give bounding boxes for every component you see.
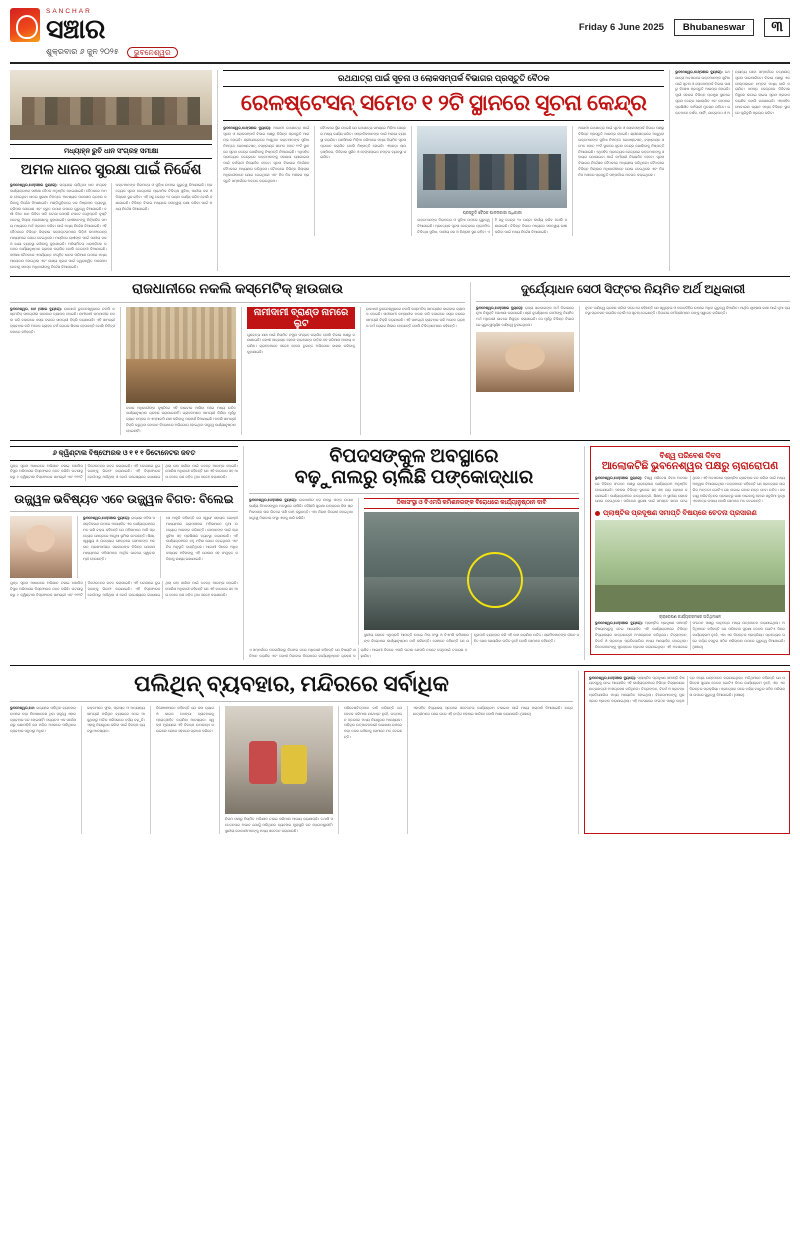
top-left-kicker: ମଧ୍ୟାହ୍ନ ରୁଚି ଧାନ ସଂଗ୍ରହ ସମୀକ୍ଷା — [10, 144, 212, 159]
paper-name: ସଞ୍ଚାର — [46, 13, 106, 44]
top-right-story — [675, 70, 790, 271]
officer-text1 — [476, 306, 574, 329]
polythene-photo-block — [225, 706, 333, 834]
polythene-story — [10, 671, 573, 835]
bottom-env-text: ପ୍ଲାଷ୍ଟିକ ପ୍ରଦୂଷଣ ସମାପ୍ତି ବିଷୟବସ୍ତୁକୁ ନେଇ ଆୟୋଜିତ ଏହି କାର୍ଯ୍ୟକ୍ରମରେ ବିଭିନ୍ନ ବିଦ୍ୟାଳୟର ଛାତ୍ରଛାତ୍ରୀ ଅଂଶଗ୍ରହଣ କରିଥିଲେ। ଚିତ୍ରାଙ୍କନ, ବିତର୍କ ଓ ପ୍ରବନ୍ଧ ପ୍ରତିଯୋଗିତା ମଧ୍ୟ ଆୟୋଜିତ ହୋଇଥିଲା। ବିଜେତାମାନଙ୍କୁ ପୁରସ୍କାର ପ୍ରଦାନ କରାଯାଇଥିଲା। ଏହି ଅବସରରେ ସଂଗଠନ ପକ୍ଷରୁ କାନ୍ଥପତ୍ର ମଧ୍ୟ ଉନ୍ମୋଚନ କରାଯାଇଥିଲା। ଅତିଥିମାନେ କହିଛନ୍ତି ଯେ ପରିବେଶ ସୁରକ୍ଷା କେବଳ ଗୋଟିଏ ଦିନର କାର୍ଯ୍ୟକ୍ରମ ନୁହେଁ, ଏହା ଏକ ନିରନ୍ତର ପ୍ରକ୍ରିୟା। ପ୍ରତ୍ୟେକ ଘରେ ବର୍ଜ୍ୟ ବସ୍ତୁର ସଠିକ ପରିଚାଳନା ଉପରେ ଗୁରୁତ୍ୱ ଦିଆଯାଇଛି। (ସଞ୍ଚାର) — [589, 675, 785, 703]
drain-dateline: ଭୁବନେଶ୍ୱର,୫ା୬(ସଞ୍ଚାର ବ୍ୟୁରୋ): — [249, 498, 297, 503]
woman-portrait-photo — [10, 516, 72, 578]
cosmetic-dateline: ଭୁବନେଶ୍ୱର, ୫ା୬ (ସଞ୍ଚାର ବ୍ୟୁରୋ): — [10, 306, 62, 311]
officer-body-2: ନୂତନ ଦାୟିତ୍ୱ ଗ୍ରହଣ କରିବା ପରେ ସେ କହିଛନ୍ତି ଯେ ସ୍ୱଚ୍ଛତା ଓ ଜବାବଦିହିତା ଉପରେ ଅଧିକ ଗୁରୁତ୍ୱ ଦିଆଯିବ। ଆର୍ଥିକ ଶୃଙ୍ଖଳା ରକ୍ଷା ପାଇଁ ନୂଆ ବ୍ୟବସ୍ଥା ପ୍ରଚଳନ କରାଯିବ ବୋଲି ସେ ସୂଚନା ଦେଇଛନ୍ତି। ବିଭାଗର କର୍ମଚାରୀମାନେ ତାଙ୍କୁ ସ୍ୱାଗତ କରିଛନ୍ତି। — [585, 305, 790, 316]
drain-body-1: ରାଜଧାନୀର ବଡ଼ ନାଳରୁ ପଙ୍କ ଉଠାଣ କାର୍ଯ୍ୟ ବିପଦସଙ୍କୁଳ ଅବସ୍ଥାରେ ଚାଲିଛି। କୌଣସି ସୁରକ୍ଷା ଉପକରଣ ବିନା ଶ୍ରମିକମାନେ ନାଳ ଭିତରେ ପଶି କାମ କରୁଛନ୍ତି। ଏହା ନିୟମ ବିରୋଧୀ ହୋଇଥିବା ସତ୍ତ୍ୱେ ଠିକାଦାର ସଂସ୍ଥା ଏହାକୁ ଜାରି ରଖିଛି। — [249, 498, 354, 520]
cosmetic-body-2: ବଜାର ଅଧିକାରୀଙ୍କ ଦୃଷ୍ଟିରେ ଏହି କାରବାର ଆସିବା ପରେ ମଧ୍ୟ ଉଚିତ କାର୍ଯ୍ୟାନୁଷ୍ଠାନ ଗ୍ରହଣ କରାଯାଇନାହିଁ। ଗ୍ରାହକମାନେ ସାମଗ୍ରୀ କିଣିବା ପୂର୍ବରୁ ବ୍ୟାଚ ନମ୍ବର ଓ ଏମ୍‌ଆରପି ଯାଞ୍ଚ କରିବାକୁ ପରାମର୍ଶ ଦିଆଯାଇଛି। ନକଲି ସାମଗ୍ରୀ ବିକ୍ରି କରୁଥିବା ଦୋକାନ ବିରୋଧରେ ଅଭିଯୋଗ ହୋଇଥିବା ସତ୍ତ୍ୱେ କାର୍ଯ୍ୟାନୁଷ୍ଠାନ ହୋଇନାହିଁ। — [126, 405, 236, 433]
env-body-2 — [595, 621, 785, 650]
top-right-dateline: ଭୁବନେଶ୍ୱର,୫ା୬(ସଞ୍ଚାର ବ୍ୟୁରୋ): — [675, 70, 723, 74]
bottom-env-body — [589, 676, 785, 705]
cosmetic-text1 — [10, 307, 115, 336]
lead-headline: ରେଳଷ୍ଟେସନ୍ ସମେତ ୧ ୨ଟି ସ୍ଥାନରେ ସୂଚନା କେନ୍ଦ୍ର — [240, 90, 647, 115]
environment-box-inner — [590, 446, 790, 656]
polythene-body-1: ରାଜ୍ୟରେ ପଲିଥିନ ବ୍ୟବହାର ଉପରେ କଡ଼ା ନିଷେଧାଦେଶ ଥିବା ସତ୍ତ୍ୱେ ଏହାର ବ୍ୟବହାର ବନ୍ଦ ହୋଇନାହିଁ। ସଦ୍ୟତମ ଏକ ସର୍ବେକ୍ଷଣରୁ ଜଣାପଡ଼ିଛି ଯେ ମନ୍ଦିର ଅଞ୍ଚଳରେ ପଲିଥିନର ବ୍ୟବହାର ସବୁଠାରୁ ଅଧିକ। — [10, 705, 77, 734]
masthead-right — [579, 8, 790, 37]
lead-body-1: ଆଗାମୀ ରଥଯାତ୍ରା ପାଇଁ ସୂଚନା ଓ ଲୋକସମ୍ପର୍କ ବିଭାଗ ପକ୍ଷରୁ ବିଭିନ୍ନ ପ୍ରସ୍ତୁତି ଆରମ୍ଭ ହୋଇଛି। ଶ୍ରୀକ୍ଷେତ୍ରରେ ଆସୁଥିବା ଭକ୍ତମାନଙ୍କ ସୁବିଧା ନିମନ୍ତେ ରେଳଷ୍ଟେସନ୍, ବସ୍‌ଷ୍ଟାଣ୍ଡ ସମେତ ମୋଟ ୧୨ଟି ସ୍ଥାନରେ ସୂଚନା କେନ୍ଦ୍ର ଖୋଲିବାକୁ ନିଷ୍ପତ୍ତି ନିଆଯାଇଛି। ଏଥିସହିତ ପ୍ରତ୍ୟେକ କେନ୍ଦ୍ରରେ ଭକ୍ତମାନଙ୍କୁ ସହାୟତା ଯୋଗାଇବା ପାଇଁ କର୍ମଚାରୀ ନିୟୋଜିତ ହେବେ। ସୂଚନା ବିଭାଗର ନିର୍ଦ୍ଦେଶକ ବୈଠକରେ ଅଧ୍ୟକ୍ଷତା କରିଥିଲେ। ବୈଠକରେ ବିଭିନ୍ନ ଜିଲ୍ଲାର ଅଧିକାରୀମାନେ ଯୋଗ ଦେଇଥିଲେ ଏବଂ ନିଜ ନିଜ ଅଞ୍ଚଳର ପ୍ରସ୍ତୁତି ସମ୍ପର୍କରେ ଅବଗତ କରାଇଥିଲେ। — [223, 126, 310, 183]
top-right-body — [675, 70, 790, 117]
top-left-body-col1 — [10, 183, 107, 270]
polythene-col3: ବିଶେଷଜ୍ଞମାନେ କହିଛନ୍ତି ଯେ କନା ବ୍ୟାଗ ଓ କାଗଜ ଠୋଙ୍ଗା ବ୍ୟବହାରକୁ ପ୍ରୋତ୍ସାହିତ କରାଯିବା ଆବଶ୍ୟକ। ସ୍ୱଳ୍ପ ମୂଲ୍ୟରେ ଏହି ବିକଳ୍ପ ଉପଲବ୍ଧ କରାଇଲେ ଲୋକେ ସହଜରେ ଗ୍ରହଣ କରିବେ। — [156, 705, 214, 734]
polythene-body-4: ନିଗମ ପକ୍ଷରୁ ନିୟମିତ ଅଭିଯାନ ଚଳାଇ ଜରିମାନା ଆଦାୟ କରାଯାଉଛି। ତଥାପି ସଚେତନତାର ଅଭାବ ଯୋଗୁଁ ପଲିଥିନର ବ୍ୟବହାର ପୁରାପୁରି ବନ୍ଦ ହୋଇପାରୁନାହିଁ। ସ୍ଥାନୀୟ ଦୋକାନୀମାନଙ୍କୁ ମଧ୍ୟ ସଚେତନ କରାଯାଉଛି। — [225, 816, 333, 833]
cosmetic-col1 — [10, 307, 115, 435]
env-dateline: ଭୁବନେଶ୍ୱର,୫ା୬(ସଞ୍ଚାର ବ୍ୟୁରୋ): — [595, 476, 643, 481]
explosive-body: ଗୁପ୍ତ ସୂଚନା ଆଧାରରେ ଅଭିଯାନ ଚଳାଇ ପୋଲିସ ବିପୁଳ ପରିମାଣର ବିସ୍ଫୋରକ ଜବତ କରିଛି। ଘଟଣାସ୍ଥଳରୁ ୬ କ୍ୱିଣ୍ଟାଲ ବିସ୍ଫୋରକ ସାମଗ୍ରୀ ଏବଂ ୧୧୧ଟି ଡିଟୋନେଟର ଜବତ କରାଯାଇଛି। ଏହି ଘଟଣାରେ ଦୁଇ ଜଣଙ୍କୁ ଗିରଫ କରାଯାଇଛି। ଏହି ବିସ୍ଫୋରକ କେଉଁଠାରୁ ଆସିଥିଲା ଓ କେଉଁ ଉଦ୍ଦେଶ୍ୟରେ ରଖାଯାଇଥିଲା ତାହା ଜାଣିବା ପାଇଁ ତଦନ୍ତ ଆରମ୍ଭ ହୋଇଛି। ପୋଲିସ ଅଧିକାରୀ କହିଛନ୍ତି ଯେ ଏହି କାରବାର ସହ ଆଉ କେତେ ଜଣ ଜଡ଼ିତ ଥିବା ସନ୍ଦେହ କରାଯାଉଛି। — [10, 463, 238, 480]
cosmetic-story — [10, 282, 465, 435]
drain-col1 — [249, 498, 353, 645]
env-sub-bullet: ପ୍ଲାଷ୍ଟିକ ପ୍ରଦୂଷଣ ସମାପ୍ତି ବିଷୟରେ ଚେତନା ପ୍ରସାରଣ — [603, 509, 757, 518]
plantation-photo — [595, 520, 785, 612]
lower-section — [10, 446, 790, 660]
top-section — [10, 70, 790, 271]
women-body-2: ସେ ଆହୁରି କହିଛନ୍ତି ଯେ ସ୍ୱୟଂ ସହାୟକ ଗୋଷ୍ଠୀ ମାଧ୍ୟମରେ ଗ୍ରାମାଞ୍ଚଳର ମହିଳାମାନେ ନୂଆ ଉଦ୍ୟୋଗ ଆରମ୍ଭ କରିଛନ୍ତି। ସେମାନଙ୍କ ପାଇଁ ଋଣ ସୁବିଧା ସହ ପ୍ରଶିକ୍ଷଣ ବ୍ୟବସ୍ଥା କରାଯାଉଛି। ଏହି କାର୍ଯ୍ୟକ୍ରମରେ ବହୁ ମହିଳା ଯୋଗ ଦେଇଥିଲେ ଏବଂ ନିଜ ଅନୁଭୂତି ବାଣ୍ଟିଥିଲେ। ଆଗାମୀ ଦିନରେ ଅଧିକ ସଂଖ୍ୟକ ମହିଳାଙ୍କୁ ଏହି ଯୋଜନା ସହ ସଂଯୁକ୍ତ କରିବାକୁ ଲକ୍ଷ୍ୟ ରଖାଯାଇଛି। — [166, 516, 238, 561]
cosmetic-photo-block — [126, 307, 236, 435]
drain-body-2: ସ୍ଥାନୀୟ ଲୋକେ ଏଥିପ୍ରତି ଆପତ୍ତି ଉଠାଇ ଠିକା ସଂସ୍ଥା ଓ ବିଏମସି କମିଶନରଙ୍କ ବିରୋଧରେ କାର୍ଯ୍ୟାନୁଷ୍ଠାନ ଦାବି କରିଛନ୍ତି। ସେମାନେ କହିଛନ୍ତି ଯେ ଯନ୍ତ୍ରପାତି ବ୍ୟବହାର କରି ଏହି କାମ କରାଯିବା ଉଚିତ। ଶ୍ରମିକମାନଙ୍କ ଜୀବନ ସହିତ ଖେଳ ଖେଳାଯିବା ଉଚିତ ନୁହେଁ ବୋଲି ସେମାନେ କହିଛନ୍ତି। — [364, 633, 579, 644]
officer-dateline: ଭୁବନେଶ୍ୱର,୫ା୬(ସଞ୍ଚାର ବ୍ୟୁରୋ): — [476, 305, 524, 310]
environment-box — [590, 446, 790, 660]
env-body-2-text: ପ୍ଲାଷ୍ଟିକ ପ୍ରଦୂଷଣ ସମାପ୍ତି ବିଷୟବସ୍ତୁକୁ ନେଇ ଆୟୋଜିତ ଏହି କାର୍ଯ୍ୟକ୍ରମରେ ବିଭିନ୍ନ ବିଦ୍ୟାଳୟର ଛାତ୍ରଛାତ୍ରୀ ଅଂଶଗ୍ରହଣ କରିଥିଲେ। ଚିତ୍ରାଙ୍କନ, ବିତର୍କ ଓ ପ୍ରବନ୍ଧ ପ୍ରତିଯୋଗିତା ମଧ୍ୟ ଆୟୋଜିତ ହୋଇଥିଲା। ବିଜେତାମାନଙ୍କୁ ପୁରସ୍କାର ପ୍ରଦାନ କରାଯାଇଥିଲା। ଏହି ଅବସରରେ ସଂଗଠନ ପକ୍ଷରୁ କାନ୍ଥପତ୍ର ମଧ୍ୟ ଉନ୍ମୋଚନ କରାଯାଇଥିଲା। ଅତିଥିମାନେ କହିଛନ୍ତି ଯେ ପରିବେଶ ସୁରକ୍ଷା କେବଳ ଗୋଟିଏ ଦିନର କାର୍ଯ୍ୟକ୍ରମ ନୁହେଁ, ଏହା ଏକ ନିରନ୍ତର ପ୍ରକ୍ରିୟା। ପ୍ରତ୍ୟେକ ଘରେ ବର୍ଜ୍ୟ ବସ୍ତୁର ସଠିକ ପରିଚାଳନା ଉପରେ ଗୁରୁତ୍ୱ ଦିଆଯାଇଛି। (ସଞ୍ଚାର) — [595, 621, 785, 649]
officer-body-1: ରାଜ୍ୟ ସରକାରଙ୍କ ଅର୍ଥ ବିଭାଗରେ ନୂଆ ନିଯୁକ୍ତି ଘୋଷଣା କରାଯାଇଛି। ଶ୍ରୀ ଦୁର୍ଯ୍ୟୋଧନ ସେଠୀଙ୍କୁ ନିୟମିତ ଅର୍ଥ ଅଧିକାରୀ ଭାବରେ ନିଯୁକ୍ତ କରାଯାଇଛି। ସେ ପୂର୍ବରୁ ବିଭିନ୍ନ ବିଭାଗରେ ଗୁରୁତ୍ୱପୂର୍ଣ୍ଣ ଦାୟିତ୍ୱ ତୁଲାଇଥିଲେ। — [476, 305, 575, 328]
top-left-body-col2: ଭକ୍ତମାନଙ୍କ ନିରାପତ୍ତା ଓ ସୁବିଧା ଉପରେ ଗୁରୁତ୍ୱ ଦିଆଯାଇଛି। ପ୍ରତ୍ୟେକ ସୂଚନା କେନ୍ଦ୍ରରେ ପ୍ରାଥମିକ ଚିକିତ୍ସା ସୁବିଧା, ପାନୀୟ ଜଳ ଓ ବିଶ୍ରାମ ସ୍ଥଳ ରହିବ। ଏହି ସବୁ କେନ୍ଦ୍ର ୨୪ ଘଣ୍ଟା କାର୍ଯ୍ୟ କରିବ ବୋଲି ଜଣାଯାଇଛି। ବିଭିନ୍ନ ବିଭାଗ ମଧ୍ୟରେ ସମନ୍ୱୟ ରକ୍ଷା କରିବା ପାଇଁ ମଧ୍ୟ ନିର୍ଦ୍ଦେଶ ଦିଆଯାଇଛି। — [115, 183, 213, 211]
page-number: ୩ — [764, 18, 790, 37]
officer-col2 — [585, 306, 790, 392]
env-body-text: ବିଶ୍ୱ ପରିବେଶ ଦିବସ ଅବସରରେ ବିଭିନ୍ନ ସଂଗଠନ ପକ୍ଷରୁ ଚାରାରୋପଣ କାର୍ଯ୍ୟକ୍ରମ ଅନୁଷ୍ଠିତ ହୋଇଯାଇଛି। ସହରର ବିଭିନ୍ନ ସ୍ଥାନରେ ଶହ ଶହ ଚାରା ରୋପଣ କରାଯାଇଛି। କାର୍ଯ୍ୟକ୍ରମରେ ଛାତ୍ରଛାତ୍ରୀ, ଶିକ୍ଷକ ଓ ସ୍ଥାନୀୟ ଲୋକେ ଯୋଗ ଦେଇଥିଲେ। ପରିବେଶ ସୁରକ୍ଷା ପାଇଁ ସମସ୍ତେ ଶପଥ ନେଇଥିଲେ। ଏହି ଅବସରରେ ପ୍ଲାଷ୍ଟିକ ବ୍ୟବହାର ବନ୍ଦ କରିବା ପାଇଁ ମଧ୍ୟ ଆହ୍ୱାନ ଦିଆଯାଇଥିଲା। ବକ୍ତାମାନେ କହିଛନ୍ତି ଯେ ପ୍ରତ୍ୟେକ ନାଗରିକ ଅନ୍ତତଃ ଗୋଟିଏ ଗଛ ଲଗାଇ ତାହାର ଯତ୍ନ ନେବା ଉଚିତ। ଜଳବାୟୁ ପରିବର୍ତ୍ତନର ପ୍ରଭାବରୁ ରକ୍ଷା ପାଇବାକୁ ହେଲେ ସବୁଜିମା ବୃଦ୍ଧି ଏକମାତ୍ର ଉପାୟ ବୋଲି ସେମାନେ ମତ ଦେଇଛନ୍ତି। — [595, 476, 785, 504]
top-left-headline: ଅମଳ ଧାନର ସୁରକ୍ଷା ପାଇଁ ନିର୍ଦ୍ଦେଶ — [20, 162, 202, 178]
edition-badge: ଭୁବନେଶ୍ୱର — [127, 47, 178, 59]
officer-col1 — [476, 306, 574, 392]
photo-highlight-circle — [467, 552, 523, 608]
masthead — [10, 8, 790, 64]
lead-photo-caption: ପ୍ରସ୍ତୁତି ବୈଠକ ପାଳନକାରୀ ଅଧିକାରୀ — [462, 210, 522, 216]
drain-photo-block — [364, 498, 579, 645]
officer-headline: ଦୁର୍ଯ୍ୟୋଧନ ସେଠୀ ସିଫ୍ଟର ନିୟମିତ ଅର୍ଥ ଅଧିକାରୀ — [520, 281, 746, 296]
drain-photo — [364, 512, 579, 630]
explosive-kicker: ୬ କ୍ୱିଣ୍ଟାଲ ବିଷ୍ଫୋରକ ଓ ୧ ୧ ୧ ଡିଟୋନେଟର ଜବତ — [10, 446, 238, 461]
cosmetic-body-1: ରାଜଧାନୀ ଭୁବନେଶ୍ୱରରେ ନକଲି କସ୍‌ମେଟିକ୍ ସାମଗ୍ରୀର କାରବାର ବ୍ୟାପକ ହୋଇଛି। ନାମୀଦାମୀ କମ୍ପାନୀର ନକଲ କରି ବଜାରରେ ସସ୍ତା ଦରରେ ସାମଗ୍ରୀ ବିକ୍ରି କରାଯାଉଛି। ଏହି ସାମଗ୍ରୀ ବ୍ୟବହାର କରି ଅନେକ ଗ୍ରାହକ ଚର୍ମ ରୋଗର ଶିକାର ହେଉଛନ୍ତି ବୋଲି ଚିକିତ୍ସକମାନେ କହିଛନ୍ତି। — [10, 306, 116, 334]
officer-portrait-photo — [476, 332, 574, 392]
cosmetic-shop-photo — [126, 307, 236, 403]
lead-photo-block — [417, 126, 567, 235]
city-label: Bhubaneswar — [674, 19, 754, 36]
bullet-dot-icon — [595, 511, 600, 516]
women-body-3: ଗୁପ୍ତ ସୂଚନା ଆଧାରରେ ଅଭିଯାନ ଚଳାଇ ପୋଲିସ ବିପୁଳ ପରିମାଣର ବିସ୍ଫୋରକ ଜବତ କରିଛି। ଘଟଣାସ୍ଥଳରୁ ୬ କ୍ୱିଣ୍ଟାଲ ବିସ୍ଫୋରକ ସାମଗ୍ରୀ ଏବଂ ୧୧୧ଟି ଡିଟୋନେଟର ଜବତ କରାଯାଇଛି। ଏହି ଘଟଣାରେ ଦୁଇ ଜଣଙ୍କୁ ଗିରଫ କରାଯାଇଛି। ଏହି ବିସ୍ଫୋରକ କେଉଁଠାରୁ ଆସିଥିଲା ଓ କେଉଁ ଉଦ୍ଦେଶ୍ୟରେ ରଖାଯାଇଥିଲା ତାହା ଜାଣିବା ପାଇଁ ତଦନ୍ତ ଆରମ୍ଭ ହୋଇଛି। ପୋଲିସ ଅଧିକାରୀ କହିଛନ୍ତି ଯେ ଏହି କାରବାର ସହ ଆଉ କେତେ ଜଣ ଜଡ଼ିତ ଥିବା ସନ୍ଦେହ କରାଯାଉଛି। — [10, 581, 238, 597]
meeting-photo — [10, 70, 212, 140]
cosmetic-col3 — [247, 307, 355, 435]
paper-logo-text — [46, 8, 178, 58]
bottom-env-box — [584, 671, 790, 835]
lead-col4: ଆଗାମୀ ରଥଯାତ୍ରା ପାଇଁ ସୂଚନା ଓ ଲୋକସମ୍ପର୍କ ବିଭାଗ ପକ୍ଷରୁ ବିଭିନ୍ନ ପ୍ରସ୍ତୁତି ଆରମ୍ଭ ହୋଇଛି। ଶ୍ରୀକ୍ଷେତ୍ରରେ ଆସୁଥିବା ଭକ୍ତମାନଙ୍କ ସୁବିଧା ନିମନ୍ତେ ରେଳଷ୍ଟେସନ୍, ବସ୍‌ଷ୍ଟାଣ୍ଡ ସମେତ ମୋଟ ୧୨ଟି ସ୍ଥାନରେ ସୂଚନା କେନ୍ଦ୍ର ଖୋଲିବାକୁ ନିଷ୍ପତ୍ତି ନିଆଯାଇଛି। ଏଥିସହିତ ପ୍ରତ୍ୟେକ କେନ୍ଦ୍ରରେ ଭକ୍ତମାନଙ୍କୁ ସହାୟତା ଯୋଗାଇବା ପାଇଁ କର୍ମଚାରୀ ନିୟୋଜିତ ହେବେ। ସୂଚନା ବିଭାଗର ନିର୍ଦ୍ଦେଶକ ବୈଠକରେ ଅଧ୍ୟକ୍ଷତା କରିଥିଲେ। ବୈଠକରେ ବିଭିନ୍ନ ଜିଲ୍ଲାର ଅଧିକାରୀମାନେ ଯୋଗ ଦେଇଥିଲେ ଏବଂ ନିଜ ନିଜ ଅଞ୍ଚଳର ପ୍ରସ୍ତୁତି ସମ୍ପର୍କରେ ଅବଗତ କରାଇଥିଲେ। — [578, 126, 665, 177]
paper-sub: SANCHAR — [46, 8, 92, 15]
women-photo-block — [10, 516, 72, 578]
women-headline: ଉଜ୍ଜ୍ୱଳ ଭବିଷ୍ୟତ ଏବେ ଉଜ୍ଜ୍ୱଳ ବିଗତ: ବିଲେଇ — [14, 492, 234, 507]
cosmetic-body-4: ରାଜଧାନୀ ଭୁବନେଶ୍ୱରରେ ନକଲି କସ୍‌ମେଟିକ୍ ସାମଗ୍ରୀର କାରବାର ବ୍ୟାପକ ହୋଇଛି। ନାମୀଦାମୀ କମ୍ପାନୀର ନକଲ କରି ବଜାରରେ ସସ୍ତା ଦରରେ ସାମଗ୍ରୀ ବିକ୍ରି କରାଯାଉଛି। ଏହି ସାମଗ୍ରୀ ବ୍ୟବହାର କରି ଅନେକ ଗ୍ରାହକ ଚର୍ମ ରୋଗର ଶିକାର ହେଉଛନ୍ତି ବୋଲି ଚିକିତ୍ସକମାନେ କହିଛନ୍ତି। — [366, 306, 465, 329]
lead-story — [223, 70, 664, 271]
top-right-body-text: ରଥଯାତ୍ରା ଅବସରରେ ଭକ୍ତମାନଙ୍କ ସୁବିଧା ପାଇଁ ସୂଚନା ଓ ଲୋକସମ୍ପର୍କ ବିଭାଗ ପକ୍ଷରୁ ବିଶେଷ ପ୍ରସ୍ତୁତି ଆରମ୍ଭ ହୋଇଛି। ପୁରୀ ସହରର ବିଭିନ୍ନ ପ୍ରମୁଖ ସ୍ଥାନରେ ସୂଚନା କେନ୍ଦ୍ର ଖୋଲାଯିବ ଏବଂ ସେଠାରେ ପ୍ରଶିକ୍ଷିତ କର୍ମଚାରୀ ମୁତୟନ ରହିବେ। ଭକ୍ତମାନେ ଦର୍ଶନ, ପାର୍କିଂ, ଯାତ୍ରାପଥ ଓ ଅନ୍ୟାନ୍ୟ ସେବା ସମ୍ପର୍କରେ ତତ୍‌କ୍ଷଣାତ୍ ସୂଚନା ପାଇପାରିବେ। ବିଭାଗ ପକ୍ଷରୁ ଏକ ହେଲ୍ପଲାଇନ ନମ୍ବର ମଧ୍ୟ ଜାରି କରାଯିବ। ସମସ୍ତ କେନ୍ଦ୍ରରେ ଡିଜିଟାଲ ଡିସ୍ପ୍ଲେ ଲଗାଇ ଲାଇଭ ସୂଚନା ପ୍ରଦାନ କରାଯିବ ବୋଲି ଜଣାଯାଇଛି। ଏହାସହିତ ମୋବାଇଲ ଭ୍ୟାନ ମଧ୍ୟ ବିଭିନ୍ନ ସ୍ଥାନରେ ଘୂରିବୁଲି ପ୍ରଚାର କରିବ। — [675, 70, 790, 115]
polythene-col6: ଏହାସହିତ ବିଦ୍ୟାଳୟ ସ୍ତରରେ ସଚେତନତା କାର୍ଯ୍ୟକ୍ରମ ଚଳାଇବା ପାଇଁ ମଧ୍ୟ ପରାମର୍ଶ ଦିଆଯାଇଛି। ଛାତ୍ରଛାତ୍ରୀମାନେ ଘରେ ଘରେ ଏହି ବାର୍ତ୍ତା ପହଞ୍ଚାଇ ପାରିବେ ବୋଲି ଆଶା କରାଯାଉଛି। (ସଞ୍ଚାର) — [413, 705, 573, 716]
env-headline: ଆଲୋକଟିଛି ଭୁବନେଶ୍ୱର ପକ୍ଷରୁ ଚାରାରୋପଣ — [601, 460, 779, 472]
lower-left-group — [10, 446, 238, 660]
women-body-1 — [83, 516, 155, 578]
drain-body-3: ଏ ସମ୍ପର୍କରେ ପଚରାଯିବାରୁ ନିଗମର ଜଣେ ଅଧିକାରୀ କହିଛନ୍ତି ଯେ ବିଷୟଟି ଖତିଆନ କରାଯିବ ଏବଂ ଦୋଷୀ ଠିକାଦାର ବିରୋଧରେ କାର୍ଯ୍ୟାନୁଷ୍ଠାନ ଗ୍ରହଣ କରାଯିବ। ଆଗାମୀ ଦିନରେ ଏପରି ଘଟଣା ଯେପରି ନଘଟେ ସେଥିପାଇଁ ତଦାରଖ ବଢ଼ାଯିବ। — [249, 647, 468, 658]
preparation-meeting-photo — [417, 126, 567, 208]
env-photo-caption: ଚାରାରୋପଣ କାର୍ଯ୍ୟକ୍ରମରେ ଅତିଥିମାନେ — [659, 614, 721, 620]
drain-headline-line1: ବିପଦସଙ୍କୁଳ ଅବସ୍ଥାରେ — [329, 445, 499, 467]
drain-feature — [249, 446, 579, 660]
women-dateline: ଭୁବନେଶ୍ୱର,୫ା୬(ସଞ୍ଚାର ବ୍ୟୁରୋ): — [83, 516, 130, 521]
cosmetic-headline: ରାଜଧାନୀରେ ନକଲି କସ୍‌ମେଟିକ୍ ହାଉଜାଉ — [131, 281, 344, 297]
cosmetic-body-3: ଗୁଣବତ୍ତା ଯାଞ୍ଚ ପାଇଁ ନିୟମିତ ନମୁନା ସଂଗ୍ରହ କରାଯିବ ବୋଲି ବିଭାଗ ପକ୍ଷରୁ ଜଣାଯାଇଛି। ଦୋଷୀ ସାବ୍ୟସ୍ତ ହେଲେ ଲାଇସେନ୍ସ ବାତିଲ ସହ ଜରିମାନା ଆଦାୟ କରାଯିବ। ଗ୍ରାହକମାନେ ସନ୍ଦେହ ହେଲେ ତୁରନ୍ତ ଅଭିଯୋଗ ଦାଖଲ କରିବାକୁ କୁହାଯାଇଛି। — [247, 332, 355, 355]
env-body — [595, 476, 785, 505]
lead-col1 — [223, 126, 309, 235]
date-english: Friday 6 June 2025 — [578, 22, 664, 33]
lead-kicker: ରଥଯାତ୍ରା ପାଇଁ ସୂଚନା ଓ ଲୋକସମ୍ପର୍କ ବିଭାଗର ପ୍ରସ୍ତୁତି ବୈଠକ — [223, 70, 664, 87]
drain-subhead: ଠିକାସଂସ୍ଥା ଓ ବିଏମସି କମିଶନରଙ୍କ ବିରୋଧରେ କାର୍ଯ୍ୟାନୁଷ୍ଠାନ ଦାବି — [364, 498, 579, 509]
polythene-col1 — [10, 706, 76, 834]
polythene-col5: ପରିବେଶବିତ୍‌ମାନେ ଦାବି କରିଛନ୍ତି ଯେ କେବଳ ଜରିମାନା ଯଥେଷ୍ଟ ନୁହେଁ, ଉତ୍ପାଦନ ସ୍ତରରେ ମଧ୍ୟ ନିୟନ୍ତ୍ରଣ ଆବଶ୍ୟକ। ପଲିଥିନ ଉତ୍ପାଦନକାରୀ କାରଖାନା ଉପରେ କଡ଼ା ନଜର ରଖିବାକୁ ସେମାନେ ମତ ଦେଇଛନ୍ତି। — [344, 705, 402, 740]
lead-dateline: ଭୁବନେଶ୍ୱର,୫ା୬(ସଞ୍ଚାର ବ୍ୟୁରୋ): — [223, 126, 272, 131]
date-odia: ଶୁକ୍ରବାର ୬ ଜୁନ ୨୦୨୫ — [46, 47, 119, 57]
top-left-dateline: ଭୁବନେଶ୍ୱର,୫ା୬(ସଞ୍ଚାର ବ୍ୟୁରୋ): — [10, 183, 58, 188]
paper-logo-icon — [10, 8, 40, 42]
middle-section — [10, 282, 790, 435]
drain-text1 — [249, 498, 353, 521]
env-kicker: ବିଶ୍ୱ ପରିବେଶ ଦିବସ — [659, 450, 721, 460]
top-left-story — [10, 70, 212, 271]
drain-headline-line2: ବଢ଼ୁନାଲରୁ ଚାଲିଛି ପଙ୍କୋଦ୍ଧାର — [294, 467, 534, 489]
lead-body-under-photo: ଭକ୍ତମାନଙ୍କ ନିରାପତ୍ତା ଓ ସୁବିଧା ଉପରେ ଗୁରୁତ୍ୱ ଦିଆଯାଇଛି। ପ୍ରତ୍ୟେକ ସୂଚନା କେନ୍ଦ୍ରରେ ପ୍ରାଥମିକ ଚିକିତ୍ସା ସୁବିଧା, ପାନୀୟ ଜଳ ଓ ବିଶ୍ରାମ ସ୍ଥଳ ରହିବ। ଏହି ସବୁ କେନ୍ଦ୍ର ୨୪ ଘଣ୍ଟା କାର୍ଯ୍ୟ କରିବ ବୋଲି ଜଣାଯାଇଛି। ବିଭିନ୍ନ ବିଭାଗ ମଧ୍ୟରେ ସମନ୍ୱୟ ରକ୍ଷା କରିବା ପାଇଁ ମଧ୍ୟ ନିର୍ଦ୍ଦେଶ ଦିଆଯାଇଛି। — [417, 218, 568, 234]
polythene-col2: ଭକ୍ତମାନେ ଫୁଲ, ପ୍ରସାଦ ଓ ଅନ୍ୟାନ୍ୟ ସାମଗ୍ରୀ ପଲିଥିନ ବ୍ୟାଗରେ ନେଇ ଆସୁଥିବାରୁ ମନ୍ଦିର ପରିସରରେ ବର୍ଜ୍ୟ ବଢ଼ୁଛି। ଏହାକୁ ନିୟନ୍ତ୍ରଣ କରିବା ପାଇଁ ବିକଳ୍ପ ବ୍ୟବସ୍ଥା ଆବଶ୍ୟକ। — [87, 705, 145, 734]
officer-story — [476, 282, 790, 435]
bottom-section — [10, 671, 790, 835]
top-left-body-a: ରାଜ୍ୟରେ ଚାଲିଥିବା ଧାନ ସଂଗ୍ରହ କାର୍ଯ୍ୟକ୍ରମର ସମୀକ୍ଷା ବୈଠକ ଅନୁଷ୍ଠିତ ହୋଇଯାଇଛି। ବୈଠକରେ ଅମଳ ହୋଇଥିବା ଧାନର ସୁରକ୍ଷା ନିମନ୍ତେ ଆବଶ୍ୟକ ପଦକ୍ଷେପ ଗ୍ରହଣ କରିବାକୁ ନିର୍ଦ୍ଦେଶ ଦିଆଯାଇଛି। ମଣ୍ଡିଗୁଡ଼ିକରେ ଜଳ ନିଷ୍କାସନ ବ୍ୟବସ୍ଥା, ତ୍ରିପଲ ଯୋଗାଣ ଏବଂ ଦ୍ରୁତ ଉଠାଣ ଉପରେ ଗୁରୁତ୍ୱ ଦିଆଯାଇଛି। ବର୍ଷା ଦିନେ ଧାନ ଭିଜିବା ପରି ଘଟଣା ଯେପରି ନଘଟେ ସେଥିପ୍ରତି ଦୃଷ୍ଟି ଦେବାକୁ ଜିଲ୍ଲା ପ୍ରଶାସନକୁ କୁହାଯାଇଛି। ଚାଷୀମାନଙ୍କୁ ନିର୍ଦ୍ଧାରିତ ସମୟ ମଧ୍ୟରେ ଅର୍ଥ ପ୍ରଦାନ କରିବା ପାଇଁ ମଧ୍ୟ ନିର୍ଦ୍ଦେଶ ଦିଆଯାଇଛି। ଏହି ବୈଠକରେ ବିଭିନ୍ନ ଜିଲ୍ଲାର କଲେକ୍ଟରମାନେ ଭିଡ଼ିଓ କନଫରେନ୍ସ ମାଧ୍ୟମରେ ଯୋଗ ଦେଇଥିଲେ। ମଣ୍ଡିରେ ଚାଷୀଙ୍କ ପାଇଁ ପାନୀୟ ଜଳ ଓ ଛାୟା ବ୍ୟବସ୍ଥା ରଖିବାକୁ କୁହାଯାଇଛି। ଅନିୟମିତତା ଧରାପଡ଼ିଲେ କଠୋର କାର୍ଯ୍ୟାନୁଷ୍ଠାନ ଗ୍ରହଣ କରାଯିବ ବୋଲି ଚେତାବନୀ ଦିଆଯାଇଛି। ସମୀକ୍ଷା ବୈଠକରେ ଏପର୍ଯ୍ୟନ୍ତ ସଂଗୃହିତ ଧାନର ପରିମାଣ ଉପରେ ମଧ୍ୟ ଆଲୋଚନା ହୋଇଥିଲା ଏବଂ ଲକ୍ଷ୍ୟ ପୂରଣ ପାଇଁ ତ୍ୱରାନ୍ୱିତ ପଦକ୍ଷେପ ନେବାକୁ ସମସ୍ତ ଅଧିକାରୀଙ୍କୁ ନିର୍ଦ୍ଦେଶ ଦିଆଯାଇଛି। — [10, 183, 107, 269]
polythene-headline: ପଲିଥିନ୍ ବ୍ୟବହାର, ମନ୍ଦିରରେ ସର୍ବାଧିକ — [134, 670, 449, 696]
lead-col2: ବୈଠକରେ ସ୍ଥିର ହୋଇଛି ଯେ ରଥଯାତ୍ରା ସମୟରେ ମିଡ଼ିଆ ସେଣ୍ଟର ମଧ୍ୟ କାର୍ଯ୍ୟ କରିବ। ସମ୍ବାଦିକମାନଙ୍କ ପାଇଁ ଅଲଗା ବ୍ୟବସ୍ଥା କରାଯିବ। ସୋସିଆଲ ମିଡ଼ିଆ ଜରିଆରେ ମଧ୍ୟ ନିୟମିତ ସୂଚନା ପ୍ରଦାନ କରାଯିବ ବୋଲି ନିଷ୍ପତ୍ତି ହୋଇଛି। ଏହାଛଡ଼ା ଲାଉଡ଼ସ୍ପିକର, ଡିଜିଟାଲ ସ୍କ୍ରିନ ଓ ହେଲ୍ପଲାଇନ ନମ୍ବର ବ୍ୟବସ୍ଥା କରାଯିବ। — [320, 126, 407, 160]
cosmetic-red-tag: ନାମୀଦାମୀ ବ୍ରାଣ୍ଡ ନାମରେ ଲୁଟ — [247, 307, 355, 329]
polythene-bag-photo — [225, 706, 333, 814]
women-body-a: ରାଜ୍ୟର ମହିଳା ସଶକ୍ତିକରଣ ଉପରେ ଆୟୋଜିତ ଏକ କାର୍ଯ୍ୟକ୍ରମରେ ମତ ରଖି ବକ୍ତା କହିଛନ୍ତି ଯେ ମହିଳାମାନେ ଆଜି ପ୍ରତ୍ୟେକ କ୍ଷେତ୍ରରେ ଆଗୁଆ ଭୂମିକା ନେଉଛନ୍ତି। ଶିକ୍ଷା, ସ୍ୱାସ୍ଥ୍ୟ ଓ ଉଦ୍ୟୋଗ କ୍ଷେତ୍ରରେ ସେମାନଙ୍କ ଅବଦାନ ପ୍ରଶଂସନୀୟ। ସରକାରଙ୍କ ବିଭିନ୍ନ ଯୋଜନା ମାଧ୍ୟମରେ ମହିଳାମାନେ ଆର୍ଥିକ ଭାବରେ ସ୍ୱାବଲମ୍ବୀ ହେଉଛନ୍ତି। — [83, 516, 155, 561]
cosmetic-col4 — [366, 307, 465, 435]
polythene-dateline: ଭୁବନେଶ୍ୱର,୫ା୬: — [10, 705, 36, 710]
masthead-left — [10, 8, 178, 58]
bottom-env-dateline: ଭୁବନେଶ୍ୱର,୫ା୬(ସଞ୍ଚାର ବ୍ୟୁରୋ): — [589, 675, 637, 680]
env-dateline-2: ଭୁବନେଶ୍ୱର,୫ା୬(ସଞ୍ଚାର ବ୍ୟୁରୋ): — [595, 621, 643, 626]
bottom-right-box — [584, 671, 790, 835]
